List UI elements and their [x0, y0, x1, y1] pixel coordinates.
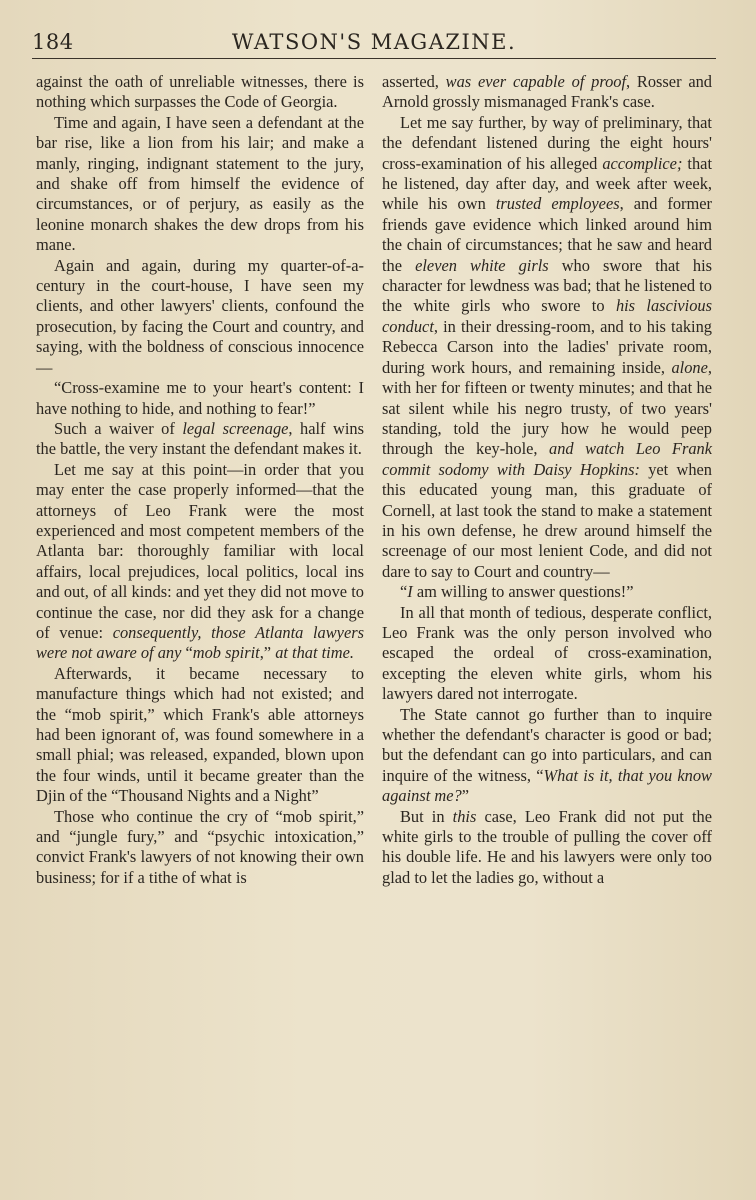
- text-run: am willing to answer questions!”: [412, 582, 634, 602]
- text-run: Again and again, during my quarter-of-a-century in the court-house, I have seen my clients, and other lawyers' clients, confound the prosecution, by facing the Court and country, and saying, with the boldness of conscious innocence—: [36, 255, 364, 377]
- paragraph: [382, 582, 712, 602]
- paragraph: [36, 378, 364, 419]
- text-run: that he listened, day after day, and week after week, while his own: [382, 153, 712, 214]
- text-run: ,”: [259, 643, 276, 663]
- italic-run: was ever capable of proof: [445, 72, 627, 91]
- right-column: [382, 72, 712, 888]
- text-run: , Rosser and Arnold grossly mismanaged Frank's case.: [382, 72, 712, 112]
- italic-run: this: [452, 806, 477, 826]
- page-number: 184: [32, 30, 74, 54]
- paragraph: [382, 807, 712, 889]
- text-run: “Cross-examine me to your heart's content: I have nothing to hide, and nothing to fear!”: [36, 378, 364, 418]
- italic-run: legal screenage: [182, 418, 289, 438]
- text-run: who swore that his character for lewdness was bad; that he listened to the white girls who swore to: [382, 255, 712, 316]
- text-run: asserted,: [382, 72, 446, 91]
- text-run: “: [185, 643, 193, 663]
- italic-run: trusted employees: [495, 194, 620, 214]
- text-run: yet when this educated young man, this graduate of Cornell, at last took the stand to make a statement in his own defense, he drew around himself the screenage of our most lenient Code, and did not dare to say to Court and country—: [382, 459, 712, 581]
- page-header: [32, 28, 716, 59]
- text-run: Those who continue the cry of “mob spirit,” and “jungle fury,” and “psychic intoxication,” convict Frank's lawyers of not knowing their own business; for if a tithe of what is: [36, 806, 364, 887]
- paragraph: [36, 664, 364, 807]
- italic-run: at that time.: [275, 643, 354, 663]
- text-run: “: [400, 582, 408, 602]
- text-run: , with her for fifteen or twenty minutes; and that he sat silent while his negro trusty, of two years' standing, told the jury how he would peep through the key-hole,: [382, 357, 712, 459]
- italic-run: and watch Leo Frank commit sodomy with Daisy Hopkins:: [382, 439, 712, 479]
- italic-run: alone: [671, 357, 708, 377]
- paragraph: [36, 256, 364, 378]
- text-run: , half wins the battle, the very instant the defendant makes it.: [36, 418, 364, 459]
- left-column: [36, 72, 364, 888]
- paragraph: [36, 72, 364, 113]
- text-run: But in: [400, 806, 453, 826]
- running-title: WATSON'S MAGAZINE.: [231, 30, 517, 54]
- text-run: , in their dressing-room, and to his taking Rebecca Carson into the ladies' private room, during work hours, and remaining inside,: [382, 316, 712, 377]
- text-run: Let me say at this point—in order that you may enter the case properly informed—that the attorneys of Leo Frank were the most experienced and most competent members of the Atlanta bar: thoroughly familiar with local affairs, local prejudices, local politics, local ins and out, of all kinds: and yet they did not move to continue the case, nor did they ask for a change of venue:: [36, 459, 364, 642]
- text-run: against the oath of unreliable witnesses, there is nothing which surpasses the Code of Georgia.: [36, 72, 364, 112]
- italic-run: his lascivious conduct: [382, 296, 712, 336]
- text-run: Afterwards, it became necessary to manufacture things which had not existed; and the “mob spirit,” which Frank's able attorneys had been ignorant of, was found somewhere in a small phial; was released, expanded, blown upon the four winds, until it became greater than the Djin of the “Thousand Nights and a Night”: [36, 663, 364, 806]
- paragraph: [36, 807, 364, 889]
- italic-run: consequently, those Atlanta lawyers were not aware of any: [36, 622, 364, 663]
- paragraph: [382, 603, 712, 705]
- paragraph: [382, 113, 712, 582]
- text-run: Such a waiver of: [54, 418, 183, 438]
- text-run: ”: [461, 786, 469, 806]
- text-run: The State cannot go further than to inquire whether the defendant's character is good or bad; but the defendant can go into particulars, and can inquire of the witness, “: [382, 704, 712, 785]
- italic-run: eleven white girls: [415, 255, 549, 275]
- italic-run: mob spirit: [192, 643, 260, 663]
- italic-run: What is it, that you know against me?: [382, 765, 712, 806]
- paragraph: [382, 72, 712, 113]
- paragraph: [36, 419, 364, 460]
- text-run: Time and again, I have seen a defendant at the bar rise, like a lion from his lair; and make a manly, ringing, indignant statement to the jury, and shake off from himself the evidence of circumstances, or of perjury, as easily as the leonine monarch shakes the dew drops from his mane.: [36, 112, 364, 255]
- paragraph: [36, 460, 364, 664]
- text-run: In all that month of tedious, desperate conflict, Leo Frank was the only person involved who escaped the ordeal of cross-examination, excepting the eleven white girls, whom his lawyers dared not interrogate.: [382, 602, 712, 704]
- italic-run: accomplice;: [602, 153, 683, 173]
- text-run: , and former friends gave evidence which linked around him the chain of circumstances; that he saw and heard the: [382, 194, 713, 275]
- italic-run: I: [407, 582, 413, 602]
- paragraph: [382, 705, 712, 807]
- text-run: Let me say further, by way of preliminary, that the defendant listened during the eight hours' cross-examination of his alleged: [382, 112, 712, 173]
- paragraph: [36, 113, 364, 256]
- text-run: case, Leo Frank did not put the white girls to the trouble of pulling the cover off his double life. He and his lawyers were only too glad to let the ladies go, without a: [382, 806, 712, 887]
